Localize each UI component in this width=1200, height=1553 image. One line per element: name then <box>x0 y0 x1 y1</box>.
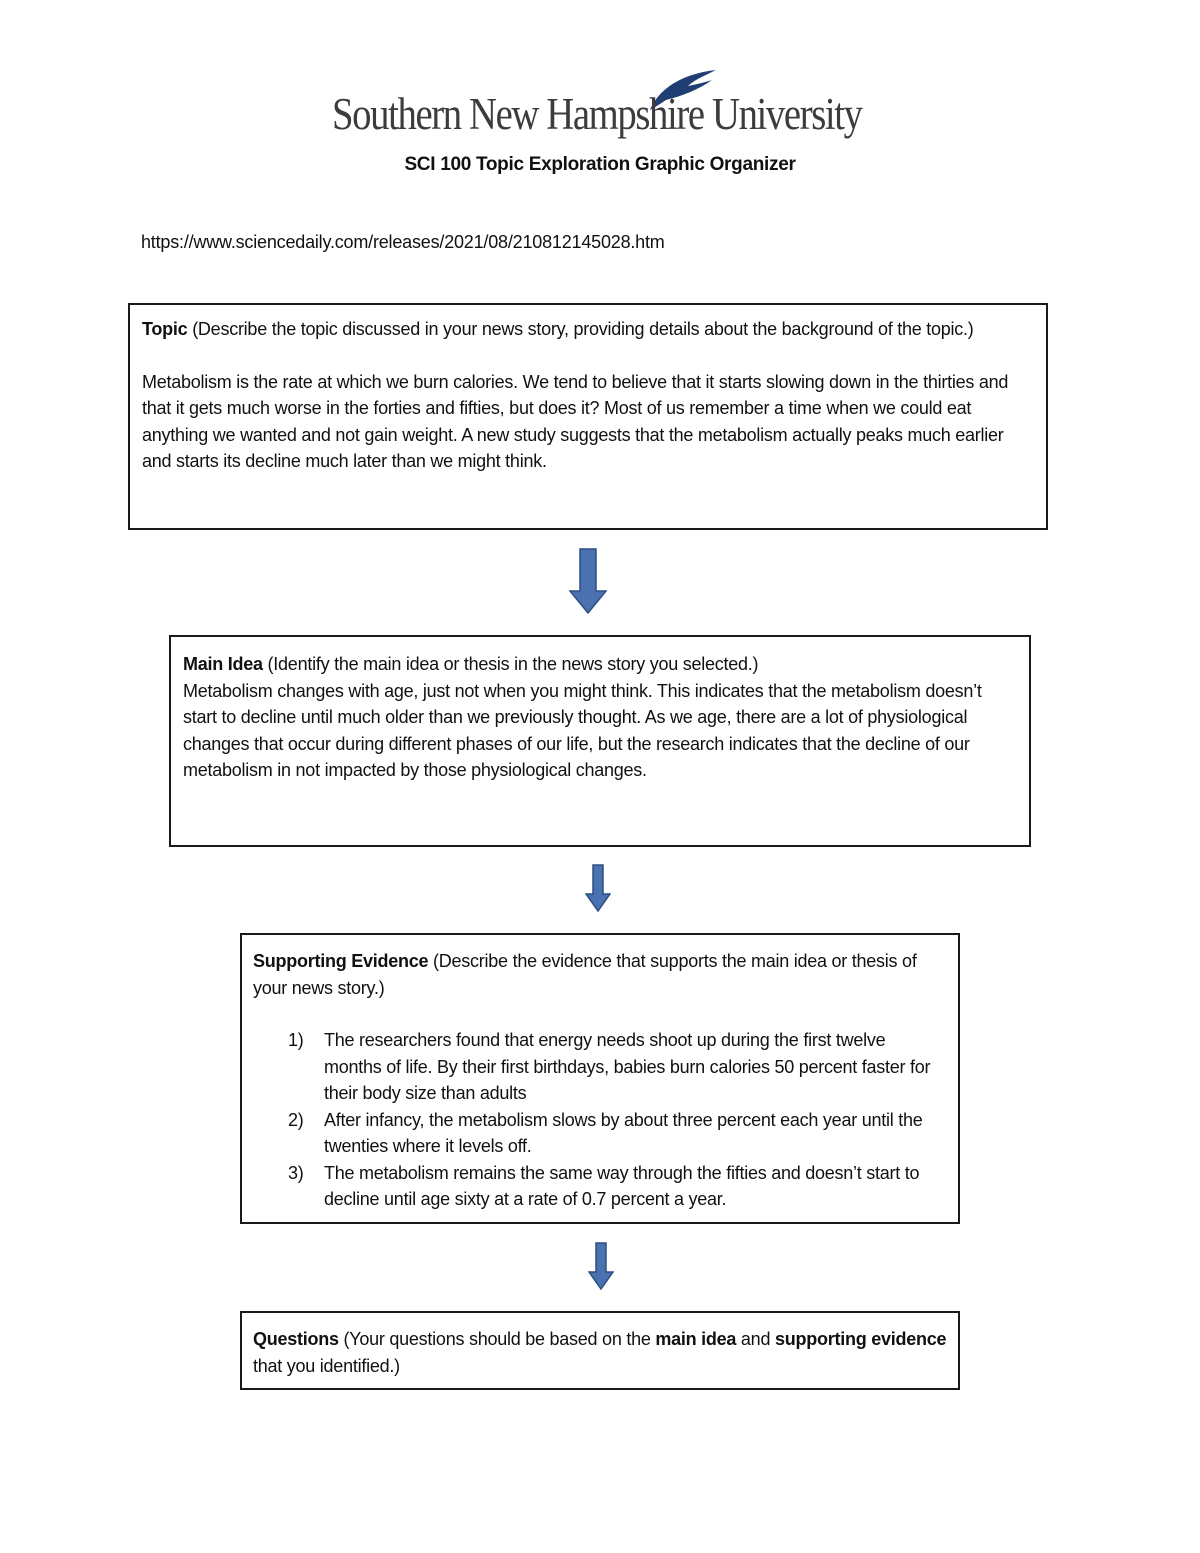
questions-term-main-idea: main idea <box>655 1329 737 1349</box>
university-name: Southern New Hampshire University <box>332 89 862 139</box>
questions-label: Questions <box>253 1329 339 1349</box>
main-idea-box <box>169 635 1031 847</box>
main-idea-body: Metabolism changes with age, just not when you might think. This indicates that the metabolism doesn’t start to decline until much older than we previously thought. As we age, there are a lot of physiological changes that occur during different phases of our life, but the research indicates that the decline of our metabolism in not impacted by those physiological changes. <box>183 680 982 780</box>
topic-box <box>128 303 1048 530</box>
down-arrow-icon <box>569 548 607 614</box>
evidence-item <box>253 1027 947 1107</box>
questions-instruction-start: (Your questions should be based on the <box>343 1329 651 1349</box>
evidence-number: 3) <box>288 1162 304 1183</box>
topic-label: Topic <box>142 319 188 339</box>
topic-instruction: (Describe the topic discussed in your news story, providing details about the background of the topic.) <box>192 319 974 339</box>
down-arrow-icon <box>585 864 611 912</box>
main-idea-label: Main Idea <box>183 654 263 674</box>
source-url: https://www.sciencedaily.com/releases/2021/08/210812145028.htm <box>141 232 665 252</box>
evidence-instruction: (Describe the evidence that supports the main idea or thesis of your news story.) <box>253 951 917 998</box>
evidence-number: 1) <box>288 1030 304 1050</box>
down-arrow-icon <box>588 1242 614 1290</box>
evidence-list <box>253 1027 947 1213</box>
main-idea-heading <box>183 651 1017 678</box>
topic-heading <box>142 316 1034 343</box>
document-title: SCI 100 Topic Exploration Graphic Organizer <box>404 154 796 175</box>
questions-box <box>240 1311 960 1390</box>
questions-instruction-and: and <box>740 1329 771 1349</box>
main-idea-instruction: (Identify the main idea or thesis in the news story you selected.) <box>267 654 759 674</box>
questions-instruction-end: that you identified.) <box>253 1355 400 1376</box>
evidence-label: Supporting Evidence <box>253 951 429 971</box>
topic-body: Metabolism is the rate at which we burn calories. We tend to believe that it starts slowing down in the thirties and that it gets much worse in the forties and fifties, but does it? Most of us remember a time when we could eat anything we wanted and not gain weight. A new study suggests that the metabolism actually peaks much earlier and starts its decline much later than we might think. <box>142 371 1009 471</box>
evidence-text: The researchers found that energy needs shoot up during the first twelve months of life. By their first birthdays, babies burn calories 50 percent faster for their body size than adults <box>324 1030 931 1103</box>
evidence-number: 2) <box>288 1109 304 1130</box>
evidence-text: After infancy, the metabolism slows by about three percent each year until the twenties where it levels off. <box>324 1109 923 1156</box>
evidence-item <box>253 1107 947 1160</box>
evidence-text: The metabolism remains the same way through the fifties and doesn’t start to decline until age sixty at a rate of 0.7 percent a year. <box>324 1162 920 1209</box>
university-logo <box>332 66 872 156</box>
evidence-item <box>253 1160 947 1213</box>
questions-heading <box>253 1326 947 1379</box>
evidence-heading <box>253 948 947 1001</box>
supporting-evidence-box <box>240 933 960 1224</box>
questions-term-evidence: supporting evidence <box>774 1329 947 1349</box>
